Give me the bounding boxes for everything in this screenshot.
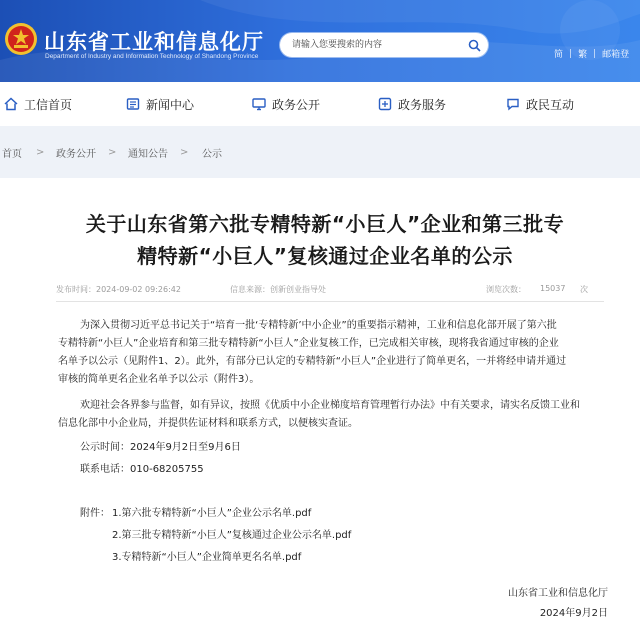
search-icon[interactable] [466, 37, 482, 53]
nav-item-home[interactable] [4, 82, 72, 126]
emblem-icon[interactable] [4, 22, 38, 56]
site-subtitle: Department of Industry and Information Technology of Shandong Province [45, 53, 259, 60]
search-input[interactable] [288, 33, 464, 57]
monitor-icon [252, 97, 266, 111]
publish-time: 发布时间：2024-09-02 09:26:42 [56, 285, 181, 294]
info-source: 信息来源：创新创业指导处 [230, 285, 326, 294]
attachment-link[interactable]: 1.第六批专精特新“小巨人”企业公示名单.pdf [112, 508, 312, 519]
paragraph-line: 信息化部中小企业局，并提供佐证材料和联系方式，以便核实查证。 [58, 418, 358, 429]
traditional-chinese-link[interactable]: 繁 [578, 50, 588, 60]
article-title-line: 精特新“小巨人”复核通过企业名单的公示 [137, 244, 513, 268]
breadcrumb-current[interactable]: 公示 [202, 148, 222, 160]
article-title [40, 208, 610, 272]
nav-item-label: 工信首页 [24, 97, 73, 112]
nav-item-gov-affairs[interactable] [252, 82, 320, 126]
breadcrumb-separator: > [108, 146, 117, 158]
paragraph-line: 名单予以公示（见附件1、2）。此外，有部分已认定的专精特新“小巨人”企业进行了简单更名，一并将经申请并通过 [58, 356, 567, 367]
paragraph-line: 专精特新“小巨人”企业培育和第三批专精特新“小巨人”企业复核工作，已完成相关审核，现将我省通过审核的企业 [58, 338, 559, 349]
paragraph-line: 为深入贯彻习近平总书记关于“培育一批‘专精特新’中小企业”的重要指示精神，工业和信息化部开展了第六批 [80, 320, 557, 331]
attachments-label: 附件： [80, 508, 110, 519]
nav-item-label: 政务公开 [272, 97, 321, 112]
nav-item-interaction[interactable] [506, 82, 574, 126]
signature-date: 2024年9月2日 [539, 608, 608, 619]
breadcrumb-home[interactable]: 首页 [2, 148, 22, 160]
divider: | [569, 48, 573, 59]
article-title-line: 关于山东省第六批专精特新“小巨人”企业和第三批专 [85, 212, 565, 236]
nav-item-label: 政民互动 [526, 97, 575, 112]
nav-item-label: 政务服务 [398, 97, 447, 112]
view-count: 15037 [540, 284, 566, 293]
breadcrumb-gov-affairs[interactable]: 政务公开 [56, 148, 96, 160]
breadcrumb [0, 126, 640, 178]
home-icon [4, 97, 18, 111]
nav-item-services[interactable] [378, 82, 446, 126]
contact-phone: 联系电话：010-68205755 [80, 464, 204, 475]
breadcrumb-notices[interactable]: 通知公告 [128, 148, 168, 160]
attachment-link[interactable]: 3.专精特新“小巨人”企业简单更名名单.pdf [112, 552, 302, 563]
search-box [280, 33, 488, 57]
site-header [0, 0, 640, 82]
interaction-icon [506, 97, 520, 111]
main-nav [0, 82, 640, 127]
view-count-label: 浏览次数： [486, 285, 526, 294]
service-icon [378, 97, 392, 111]
top-links [554, 47, 629, 60]
site-title[interactable]: 山东省工业和信息化厅 [44, 30, 264, 54]
simplified-chinese-link[interactable]: 简 [554, 50, 564, 60]
signature-org: 山东省工业和信息化厅 [508, 588, 608, 599]
nav-item-news[interactable] [126, 82, 194, 126]
nav-item-label: 新闻中心 [146, 97, 195, 112]
publicity-period: 公示时间：2024年9月2日至9月6日 [80, 442, 241, 453]
paragraph-line: 审核的简单更名企业名单予以公示（附件3）。 [58, 374, 260, 385]
mail-login-link[interactable]: 邮箱登 [602, 50, 630, 60]
divider: | [593, 48, 597, 59]
paragraph-line: 欢迎社会各界参与监督，如有异议，按照《优质中小企业梯度培育管理暂行办法》中有关要求，请实名反馈工业和 [80, 400, 580, 411]
breadcrumb-separator: > [180, 146, 189, 158]
meta-divider [56, 301, 604, 302]
news-icon [126, 97, 140, 111]
view-count-unit: 次 [580, 285, 588, 294]
attachment-link[interactable]: 2.第三批专精特新“小巨人”复核通过企业公示名单.pdf [112, 530, 352, 541]
breadcrumb-separator: > [36, 146, 45, 158]
